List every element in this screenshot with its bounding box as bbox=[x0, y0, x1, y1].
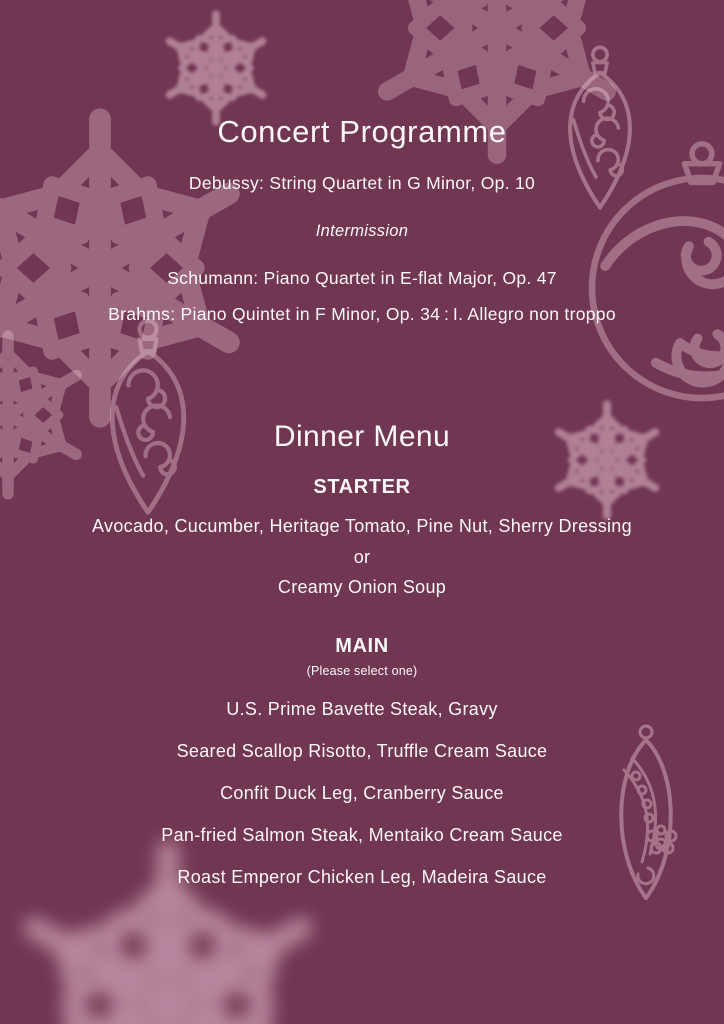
programme-piece-debussy: Debussy: String Quartet in G Minor, Op. 10 bbox=[188, 173, 536, 193]
programme-piece-schumann: Schumann: Piano Quartet in E-flat Major, Op. 47 bbox=[167, 268, 557, 288]
starter-heading: STARTER bbox=[313, 476, 411, 498]
main-item-duck: Confit Duck Leg, Cranberry Sauce bbox=[220, 783, 504, 803]
starter-option-salad: Avocado, Cucumber, Heritage Tomato, Pine Nut, Sherry Dressing bbox=[92, 516, 632, 536]
main-select-note: (Please select one) bbox=[306, 664, 418, 678]
starter-separator: or bbox=[353, 547, 371, 567]
snowflake-icon bbox=[0, 336, 86, 493]
starter-option-soup: Creamy Onion Soup bbox=[277, 577, 447, 597]
programme-piece-brahms: Brahms: Piano Quintet in F Minor, Op. 34 : I. Allegro non troppo bbox=[108, 304, 616, 324]
main-item-steak: U.S. Prime Bavette Steak, Gravy bbox=[226, 699, 498, 719]
programme-intermission: Intermission bbox=[315, 222, 409, 240]
snowflake-icon bbox=[163, 14, 269, 122]
main-item-risotto: Seared Scallop Risotto, Truffle Cream Sauce bbox=[176, 741, 548, 761]
main-heading: MAIN bbox=[335, 635, 389, 657]
main-item-chicken: Roast Emperor Chicken Leg, Madeira Sauce bbox=[177, 867, 547, 887]
main-item-salmon: Pan-fried Salmon Steak, Mentaiko Cream Sauce bbox=[161, 825, 563, 845]
dinner-menu-title: Dinner Menu bbox=[273, 420, 451, 453]
programme-title: Concert Programme bbox=[217, 114, 507, 149]
